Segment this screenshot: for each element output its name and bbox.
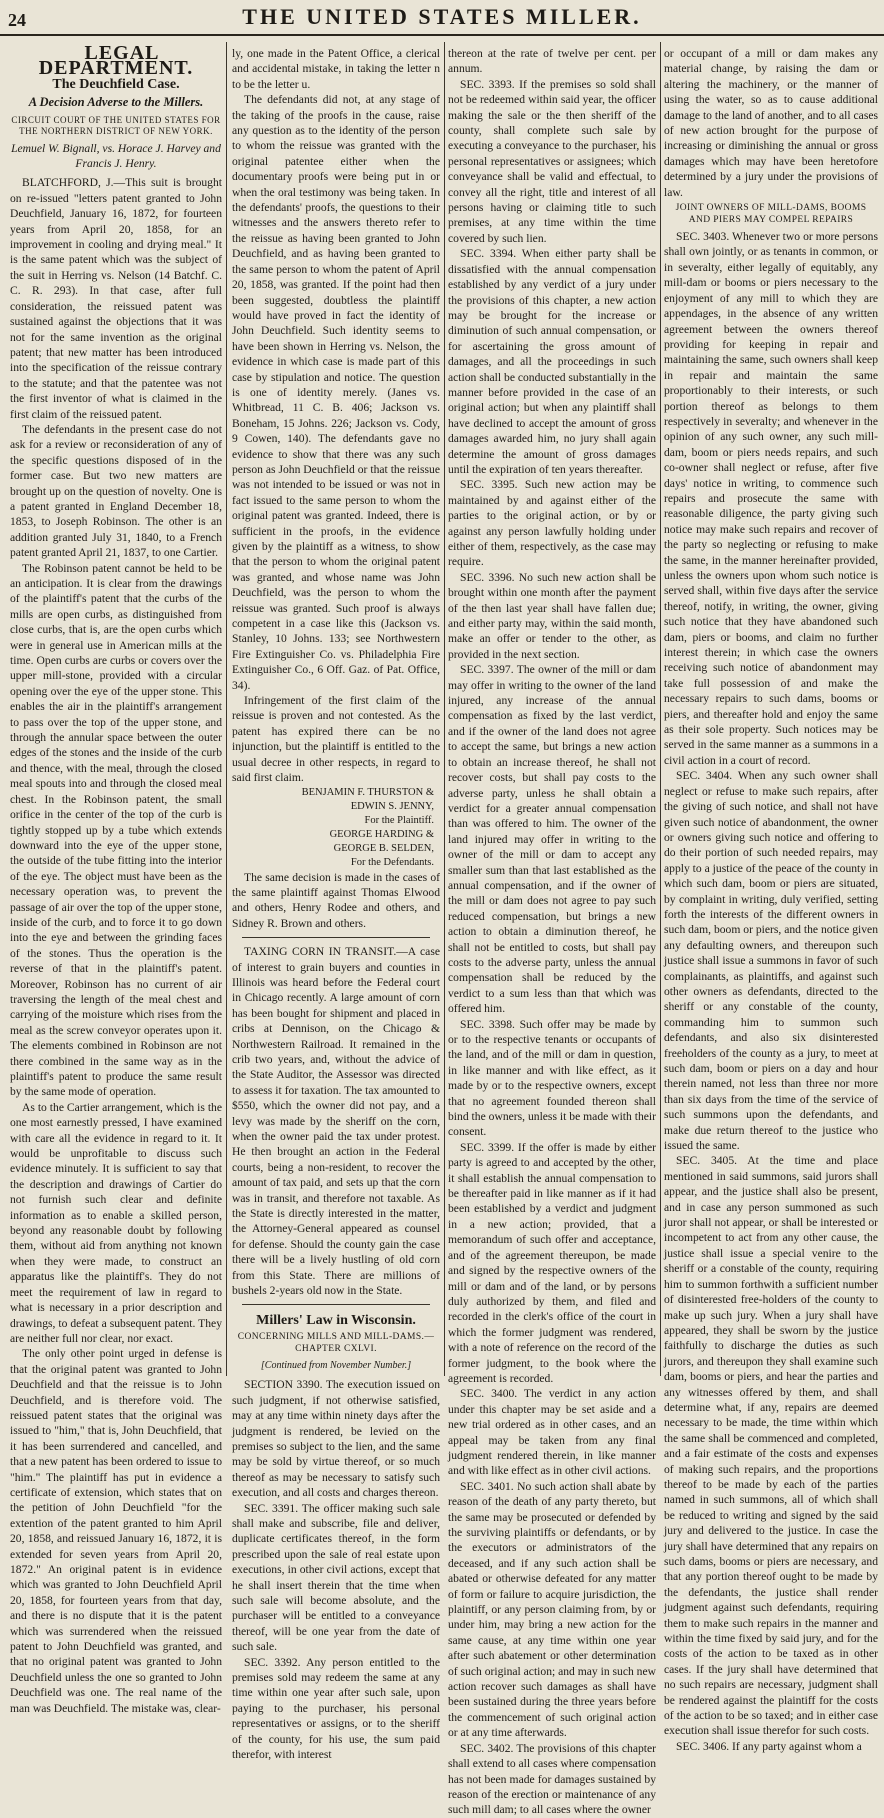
paragraph: thereon at the rate of twelve per cent. per annum. (448, 47, 656, 76)
signature-line: For the Plaintiff. (364, 814, 434, 826)
paragraph: or occupant of a mill or dam makes any material change, by raising the dam or altering the machinery, or the manner of using the water, so as to cause additional damage to the land of another, and to all cases of new action brought for the purpose of increasing or diminishing the annual or gross damages which may have been heretofore determined by a jury under the provisions of law. (664, 47, 878, 199)
paragraph: BLATCHFORD, J.—This suit is brought on re-issued "letters patent granted to John Deuchfield, January 16, 1872, for fourteen years from April 20, 1858, for an improvement in cooling and drying meal." It is the same patent which was the subject of the suit in Herring vs. Nelson (14 Batchf. C. C. R. 293). In that case, after full consideration, the reissued patent was sustained against the objections that it was not for the same invention as the original patent; that new matter has been introduced into the specification of the reissue contrary to the statute; and that the patentee was not the first inventor of what is claimed in the first claim of the reissued patent. (10, 176, 222, 421)
paragraph: The Robinson patent cannot be held to be an anticipation. It is clear from the drawings of the plaintiff's patent that the curbs of the mills are open curbs, as distinguished from close curbs, that is, are the open curbs which were in general use in American mills at the time. Open curbs are curbs or covers over the upper mill-stone, provided with a circular opening over the eye of the upper stone. This enables the air in the plaintiff's arrangement to pass over the top of the upper stone, and through the annular space between the outer edges of the stones and the inside of the curb and thence, with the meal, through the closed meal spouts into and through the closed meal chest. In the Robinson patent, the small orifice in the center of the top of the curb is tightly stopped up by a tube which extends downward into the eye of the upper stone, the outside of the tube fitting into the interior of the eye. The object must have been as the necessary operation was, to prevent the passage of air over the top of the upper stone, inside of the curb, and to force it to go down into the eye and between the grinding faces of the stones. Thus the operation is the reverse of that in the plaintiff's patent. Moreover, Robinson has no current of air traversing the length of the meal chest and carrying of the moisture which rises from the meal as the screw conveyor operates upon it. The elements combined in Robinson are not there combined in the same way as in the plaintiff's patent to produce the same result by the same mode of operation. (10, 561, 222, 1099)
paragraph: SEC. 3403. Whenever two or more persons shall own jointly, or as tenants in common, or in severalty, either legally of equitably, any mill-dam or booms or piers necessary to the enjoyment of any mill to which they are appendages, in the absence of any written agreement between the owners thereof providing for keeping in repair and maintaining the same, such owners shall keep in repair and maintain the same proportionably to their interests, or such portion thereof as belongs to them respectively in severalty; and whenever in the opinion of any such owner, any such mill-dam, boom or piers needs repairs, and such co-owner shall neglect or refuse, after five days' notice in writing, to commence such repairs and prosecute the same with reasonable diligence, the party giving such notice may make such repairs and recover of the party so neglecting or refusing to make the same, in the manner hereinafter provided, unless the owners upon whom such notice is served shall, within five days after the service thereof, notify, in writing, the owner, giving such notice that they have abandoned such dam, piers or booms, and claim no further interest therein; in which case the owners receiving such notice of abandonment may take full possession of and make the necessary repairs to such dams, booms or piers, and thereafter hold and enjoy the same as their sole property. Such notices may be served in the same manner as a summons in a civil action in a court of record. (664, 230, 878, 767)
paragraph: SEC. 3400. The verdict in any action under this chapter may be set aside and a new trial ordered as in other cases, and an appeal may be taken from any final judgment rendered therein, in like manner and with like effect as in other civil actions. (448, 1387, 656, 1478)
continued-note: [Continued from November Number.] (260, 1359, 412, 1371)
paragraph: SEC. 3391. The officer making such sale shall make and subscribe, file and deliver, duplicate certificates thereof, in the form prescribed upon the sale of real estate upon executions, in other civil actions, except that he shall insert therein that the time when such sale will become absolute, and the purchaser will be entitled to a conveyance thereof, will be one year from the date of such sale. (232, 1501, 440, 1654)
paragraph: SEC. 3396. No such new action shall be brought within one month after the payment of the then last year shall have fallen due; and either party may, within the said month, make an offer or tender to the other, as provided in the next section. (448, 570, 656, 661)
signature-line: GEORGE HARDING & (329, 828, 434, 840)
paragraph: The defendants in the present case do not ask for a review or reconsideration of any of the specific questions disposed of in the former case. But two new matters are brought up on the question of novelty. One is a patent granted in England December 18, 1853, to Joseph Robinson. The other is an addition granted July 31, 1840, to a French patent granted April 21, 1837, to one Cartier. (10, 422, 222, 560)
article-divider (242, 937, 430, 938)
column-2 (232, 46, 440, 1762)
paragraph: SEC. 3404. When any such owner shall neglect or refuse to make such repairs, after the giving of such notice, and shall not have given such notice of abandonment, the owner or owners giving such notice and offering to do their portion of such needed repairs, may apply to a justice of the peace of the county in which such dam, boom or piers are situated, by complaint in writing, duly verified, setting forth the interests of the different owners in such dam, boom or piers, and the notice given any defaulting owners, and thereupon such justice shall issue a summons in favor of such complainants, as plaintiffs, and against such other owners as defendants, directed to the sheriff or any constable of the county, commanding him to summon such defendants, and also six disinterested freeholders of the county as a jury, to meet at such dam, boom or piers on a day and hour therein named, not less than three nor more than six days from the time of the service of such summons upon the defendants, and make due return thereof to the justice who issued the same. (664, 769, 878, 1153)
paragraph: Infringement of the first claim of the reissue is proven and not contested. As the patent has expired there can be no injunction, but the plaintiff is entitled to the usual decree in other respects, in regard to said first claim. (232, 694, 440, 785)
section-heading: JOINT OWNERS OF MILL-DAMS, BOOMS AND PIERS MAY COMPEL REPAIRS (675, 203, 867, 226)
paragraph: SEC. 3399. If the offer is made by either party is agreed to and accepted by the other, it shall establish the annual compensation to be thereafter paid in like manner as if it had been established by a verdict and judgment in a new action; provided, that a memorandum of such offer and acceptance, and of the agreement thereupon, be made and signed by the respective owners of the mill or dam and of the land, or by persons duly authorized by them, and filed and recorded in the clerk's office of the court in which the former judgment was rendered, with a note of reference on the record of the former judgment, to the book where the agreement is recorded. (448, 1140, 656, 1385)
article-subtitle: CONCERNING MILLS AND MILL-DAMS.—CHAPTER CXLVI. (237, 1331, 435, 1354)
page-header (0, 0, 884, 36)
paragraph: SEC. 3406. If any party against whom a (676, 1739, 862, 1753)
paragraph: SEC. 3395. Such new action may be maintained by and against either of the parties to the original action, or by or against any person lawfully holding under either of them, respectively, as the case may require. (448, 478, 656, 569)
signature-line: GEORGE B. SELDEN, (333, 842, 434, 854)
paragraph: SEC. 3401. No such action shall abate by reason of the death of any party thereto, but the same may be prosecuted or defended by the surviving plaintiffs or defendants, or by the executors or administrators of the deceased, and if any such action shall be abated or otherwise defeated for any matter of form or failure to acquire jurisdiction, the plaintiff, or any person claiming from, by or under him, may bring a new action for the same cause, at any time within one year after such abatement or other determination of such original action; and may in such new action recover such damages as shall have been sustained during the three years before the commencement of such original action or at any time afterwards. (448, 1479, 656, 1740)
counsel-signatures (232, 786, 440, 870)
column-rule (444, 42, 445, 1376)
paragraph: SEC. 3393. If the premises so sold shall not be redeemed within said year, the officer making the sale or the then sheriff of the county, shall complete such sale by executing a conveyance to the purchaser, his personal representatives or assignees; which conveyance shall be valid and effectual, to convey all the right, title and interest of all persons having or claiming title to such premises, at any time within the time covered by such lien. (448, 77, 656, 245)
case-parties: Lemuel W. Bignall, vs. Horace J. Harvey and Francis J. Henry. (11, 141, 221, 171)
section-title: LEGAL DEPARTMENT. (38, 42, 194, 80)
column-3 (448, 46, 656, 1817)
court-name: CIRCUIT COURT OF THE UNITED STATES FOR THE NORTHERN DISTRICT OF NEW YORK. (11, 114, 221, 136)
signature-line: For the Defendants. (350, 856, 434, 868)
case-subtitle: A Decision Adverse to the Millers. (28, 95, 204, 110)
paragraph: SECTION 3390. The execution issued on such judgment, if not otherwise satisfied, may at any time within ninety days after the judgment is rendered, be levied on the premises so subject to the lien, and the same may be sold by virtue thereof, or so much thereof as may be necessary to satisfy such execution, and all costs and charges thereon. (232, 1378, 440, 1500)
paragraph: SEC. 3392. Any person entitled to the premises sold may redeem the same at any time within one year after such sale, upon paying to the purchaser, his personal representatives or assigns, or to the sheriff of the county, for his use, the sum paid therefor, with interest (232, 1655, 440, 1762)
paragraph: The defendants did not, at any stage of the taking of the proofs in the cause, raise any question as to the identity of the person to whom the reissue was granted with the original patentee either when the documentary proofs were being put in or when the oral testimony was being taken. In the defendants' proofs, the questions to their witnesses and the answers thereto refer to the reissue as having been granted to John Deuchfield, and as having been granted to the same person to whom the patent of April 20, 1858, was granted. If the point had then been suggested, doubtless the plaintiff would have proved in fact the identity of John Deuchfield. Such identity seems to have been shown in Herring vs. Nelson, the evidence in which case is made part of this case by stipulation and notice. The question is one of identity merely. (Janes vs. Whitbread, 11 C. B. 406; Jackson vs. Boneham, 15 Johns. 226; Jackson vs. Cody, 9 Cowen, 140). The defendants gave no evidence to show that there was any such person as John Deuchfield or that the reissue was not intended to be issued or was not in fact issued to the same person to whom the original patent was granted. Indeed, there is sufficient in the proofs, in the evidence given by the plaintiff as a witness, to show that the person to whom the original patent was granted, and whose name was John Deuchfield, was the person to whom the reissue was granted. Such proof is always competent in a case like this (Jackson vs. Stanley, 10 Johns. 133; see Northwestern Fire Extinguisher Co. vs. Philadelphia Fire Extinguisher Co., 6 Off. Gaz. of Pat. Office, 34). (232, 93, 440, 692)
paragraph: TAXING CORN IN TRANSIT.—A case of interest to grain buyers and counties in Illinois was heard before the Federal court in Chicago recently. A large amount of corn has been bought for shipment and placed in cribs at Dennison, on the Chicago & Northwestern Railroad. It remained in the crib two years, and, without the advice of the State Auditor, the Assessor was directed to assess it for taxation. The tax amounted to $550, which the owner did not pay, and a levy was made by the sheriff on the corn, when the owner paid the tax under protest. He then brought an action in the Federal courts, being a non-resident, to recover the amount of tax paid, and sets up that the corn was in transit, and therefore not taxable. As the State is directly interested in the matter, the Attorney-General appeared as counsel for defense. Should the county gain the case there will be a lively hustling of old corn from this State. There are millions of bushels 2-years old now in the State. (232, 945, 440, 1298)
column-4 (664, 46, 878, 1753)
paragraph: SEC. 3402. The provisions of this chapter shall extend to all cases where compensation has not been made for damages sustained by reason of the erection or maintenance of any such mill dam; to all cases where the owner (448, 1741, 656, 1817)
column-1 (10, 42, 222, 1715)
paragraph: SEC. 3394. When either party shall be dissatisfied with the annual compensation established by any verdict of a jury under the provisions of this chapter, a new action may be brought for the increase or diminution of such annual compensation, or for ascertaining the gross amount of damages, and all the proceedings in such action shall be conducted substantially in the manner before provided in the case of an original action; but when any plaintiff shall have declined to accept the amount of gross damages awarded him, no jury shall again determine the amount of gross damages until the expiration of ten years thereafter. (448, 247, 656, 476)
column-rule (226, 42, 227, 1376)
page-number: 24 (8, 10, 26, 30)
paragraph: SEC. 3405. At the time and place mentioned in said summons, said jurors shall appear, and the justice shall also be present, and in case any person summoned as such juror shall not appear, or shall be interested or incompetent to act from any other cause, the justice shall issue a special venire to the sheriff or a constable of the county, requiring him to summon forthwith a sufficient number of disinterested free-holders of the county to make up such jury. When a jury shall have appeared, they shall be sworn by the justice faithfully to discharge the duties as such jurors, and thereupon they shall examine such dam, booms or piers, and hear the parties and any witnesses offered by them, and shall determine what, if any, repairs are deemed necessary to be made, the time within which the same shall be commenced and completed, and a fair estimate of the costs and expenses of making such repairs, and the proportions thereof to be made by each of the parties named in such summons, all of which shall be reduced to writing and signed by the said jury and delivered to the justice. In case the jury shall have determined that any repairs on such dams, booms or piers are necessary, and that any portion thereof ought to be made by the defendants, the justice shall render judgment against such defendants, requiring them to make such repairs in the manner and within the time fixed by said jury, and for the costs of the action to be taxed as in other cases. If the jury shall have determined that no such repairs are necessary, judgment shall be rendered against the plaintiff for the costs of the action to be so taxed; and in either case execution shall issue therefor for such costs. (664, 1154, 878, 1738)
signature-line: EDWIN S. JENNY, (350, 800, 434, 812)
case-title: The Deuchfield Case. (52, 76, 180, 92)
article-title: Millers' Law in Wisconsin. (256, 1313, 416, 1329)
column-rule (660, 42, 661, 1376)
paragraph: SEC. 3398. Such offer may be made by or to the respective tenants or occupants of the land, and of the mill or dam in question, in like manner and with like effect, as it made by or to the respective owners, except that no agreement founded thereon shall bind the owners, unless it be made with their consent. (448, 1017, 656, 1139)
paragraph: The same decision is made in the cases of the same plaintiff against Thomas Elwood and others, Henry Rodee and others, and Sidney R. Brown and others. (232, 870, 440, 930)
article-divider (242, 1304, 430, 1305)
paragraph: SEC. 3397. The owner of the mill or dam may offer in writing to the owner of the land injured, any increase of the annual compensation as fixed by the last verdict, and if the owner of the land does not agree to accept the same, but brings a new action to obtain an increase thereof, he shall not recover costs, but shall pay costs to the adverse party, unless he shall obtain a verdict for a greater annual compensation than was offered to him. The owner of the land injured may offer in writing to the owner of the mill or dam to accept any smaller sum than that last established as the annual compensation, and if the owner of the mill or dam does not agree to pay such reduced compensation, but brings a new action to obtain a diminution thereof, he shall not be entitled to costs, but shall pay costs to the adverse party, unless the annual compensation shall be reduced by the verdict to a sum less than that which was offered him. (448, 663, 656, 1016)
paragraph: The only other point urged in defense is that the original patent was granted to John Deuchfield and that the reissue is to John Deuchfield, and is therefore void. The reissued patent states that the original was issued to "him," that is, John Deuchfield, that it has been surrendered and cancelled, and that a new patent has been ordered to issue to "him." The plaintiff has put in evidence a certificate of extension, which states that on the petition of John Deuchfield "for the extention of the patent granted to him April 20, 1858, and reissued January 16, 1872, it is extended for seven years from April 20, 1872." An original patent is in evidence which was granted to John Deuchfield April 20, 1858, for fourteen years from that day, and there is no dispute that it is the patent which was surrendered when the reissued patent to John Deuchfield was granted, and that no original patent was granted to John Deuchfield unless the one so granted to John Deuchfield was one. The real name of the man was Deuchfield. The mistake was, clear- (10, 1347, 222, 1715)
masthead: THE UNITED STATES MILLER. (242, 4, 642, 29)
paragraph: As to the Cartier arrangement, which is the one most earnestly pressed, I have examined with care all the evidence in regard to it. It would be unprofitable to discuss such evidence minutely. It is sufficient to say that the description and drawings of Cartier do not furnish such clear and definite information as to enable a skilled person, beyond any reasonable doubt by following them, without aid from anything not known when they were made, to construct an apparatus like the plaintiff's. They do not meet the requirement of law in regard to what is necessary in a prior description and drawings, to defeat a subsequent patent. They are neither full nor clear, nor exact. (10, 1100, 222, 1345)
signature-line: BENJAMIN F. THURSTON & (301, 786, 434, 798)
paragraph: ly, one made in the Patent Office, a clerical and accidental mistake, in taking the letter n to be the letter u. (232, 47, 440, 91)
